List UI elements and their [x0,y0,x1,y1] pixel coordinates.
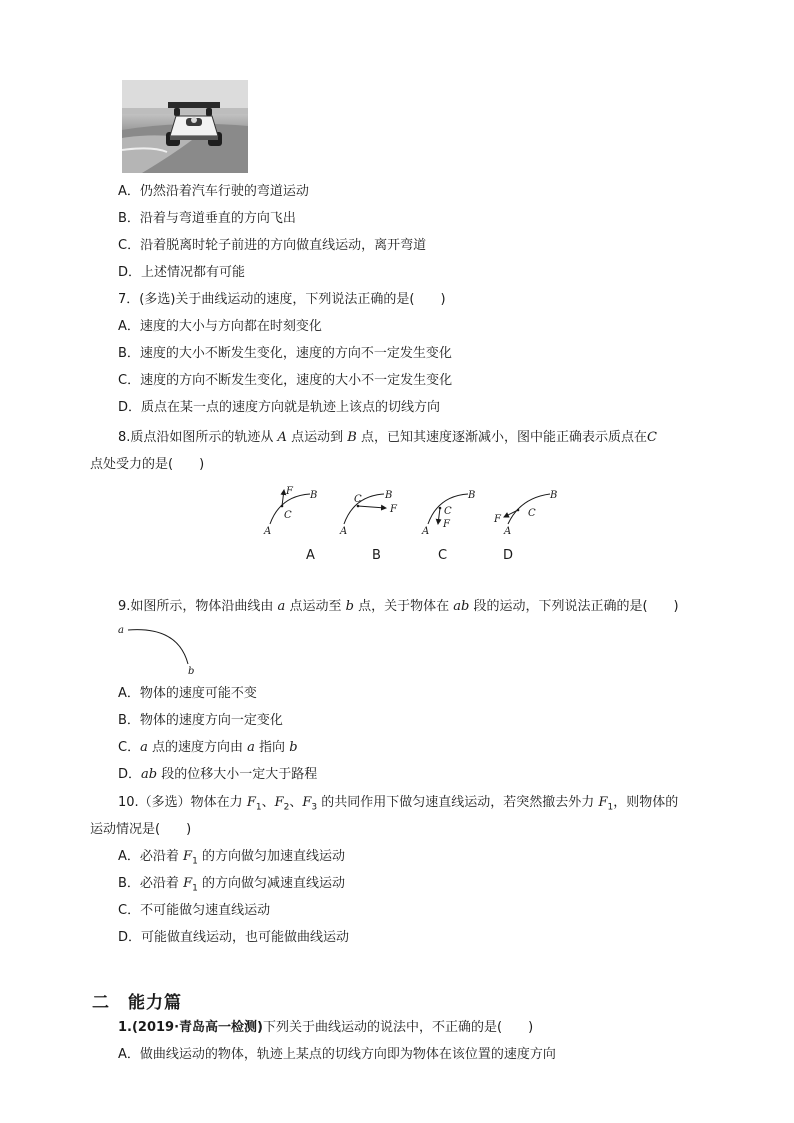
q8-label-a: A [306,548,315,563]
svg-text:C: C [354,494,362,505]
svg-text:A: A [422,526,430,537]
q7-option-b: B．速度的大小不断发生变化，速度的方向不一定发生变化 [118,346,452,361]
q10-option-b: B．必沿着 $F_1$ 的方向做匀减速直线运动 [118,876,345,894]
svg-text:a: a [118,625,124,636]
svg-text:C: C [444,506,452,517]
q10-option-a: A．必沿着 $F_1$ 的方向做匀加速直线运动 [118,849,345,867]
race-car-photo [122,80,248,173]
q8-stem-line1: 8.质点沿如图所示的轨迹从 A 点运动到 B 点，已知其速度逐渐减小，图中能正确表示质点在C [118,430,657,445]
q9-curve-diagram [116,620,206,678]
q8-stem-line2: 点处受力的是( ) [90,457,205,472]
q10-option-c: C．不可能做匀速直线运动 [118,903,271,918]
svg-text:F: F [286,486,293,497]
svg-text:A: A [504,526,512,537]
q8-label-c: C [438,548,448,563]
q9-option-d: D．ab 段的位移大小一定大于路程 [118,767,318,782]
svg-text:A: A [340,526,348,537]
svg-text:C: C [528,508,536,519]
section2-q1-stem: 1.(2019·青岛高一检测)下列关于曲线运动的说法中，不正确的是( ) [118,1020,534,1035]
section-title-ability: 二 能力篇 [92,993,182,1013]
section2-q1-option-a: A．做曲线运动的物体，轨迹上某点的切线方向即为物体在该位置的速度方向 [118,1047,556,1062]
q7-option-a: A．速度的大小与方向都在时刻变化 [118,319,322,334]
q8-label-d: D [503,548,514,563]
q9-option-b: B．物体的速度方向一定变化 [118,713,283,728]
q8-label-b: B [372,548,381,563]
q6-option-a: A．仍然沿着汽车行驶的弯道运动 [118,184,309,199]
q10-option-d: D．可能做直线运动，也可能做曲线运动 [118,930,350,945]
q7-option-d: D．质点在某一点的速度方向就是轨迹上该点的切线方向 [118,400,441,415]
q8-force-diagrams [258,484,568,544]
q8-diagram-a [263,486,317,537]
svg-text:B: B [550,490,558,501]
q7-option-c: C．速度的方向不断发生变化，速度的大小不一定发生变化 [118,373,453,388]
svg-text:A: A [264,526,272,537]
svg-text:F: F [494,514,501,525]
svg-text:B: B [468,490,476,501]
svg-text:B: B [385,490,393,501]
q6-option-b: B．沿着与弯道垂直的方向飞出 [118,211,296,226]
q6-option-c: C．沿着脱离时轮子前进的方向做直线运动，离开弯道 [118,238,427,253]
q10-stem-line2: 运动情况是( ) [90,822,192,837]
q9-option-c: C．a 点的速度方向由 a 指向 b [118,740,298,755]
q6-option-d: D．上述情况都有可能 [118,265,246,280]
svg-text:F: F [443,519,450,530]
svg-text:F: F [390,504,397,515]
q7-stem: 7．(多选)关于曲线运动的速度，下列说法正确的是( ) [118,292,446,307]
svg-text:C: C [284,510,292,521]
svg-text:b: b [188,666,195,677]
q8-diagram-c [421,490,475,537]
race-car-illustration [122,80,248,173]
q10-stem-line1: 10.（多选）物体在力 $F_1$、$F_2$、$F_3$ 的共同作用下做匀速直线运动，若突然撤去外力 $F_1$，则物体的 [118,795,679,813]
q9-stem: 9.如图所示，物体沿曲线由 a 点运动至 b 点，关于物体在 ab 段的运动，下列说法正确的是( ) [118,599,679,614]
svg-text:B: B [310,490,318,501]
q8-diagram-b [339,490,398,537]
q9-option-a: A．物体的速度可能不变 [118,686,257,701]
q8-diagram-d [493,490,557,537]
